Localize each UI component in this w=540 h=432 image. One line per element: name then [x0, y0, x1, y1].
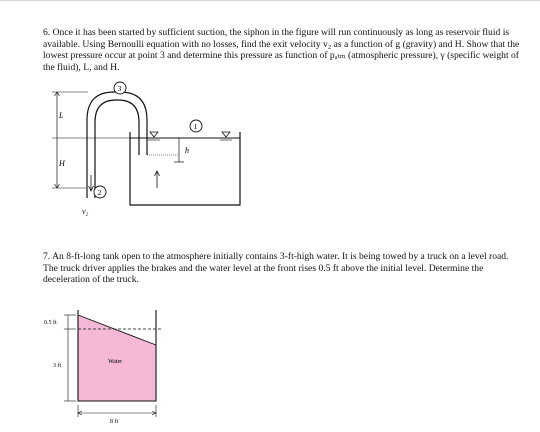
label-H: H: [59, 159, 65, 168]
water-region: [78, 315, 156, 401]
siphon-figure: [40, 80, 260, 220]
label-h: h: [185, 146, 189, 155]
siphon-tube-outer: [87, 92, 147, 198]
problem-6-body: Once it has been started by sufficient suction, the siphon in the figure will run continuously as long as reservoir fluid is available. Using Bernoulli equation with no losses, find the exit velocity v₂ as a function of g (gravity) and H. Show that the lowest pressure occur at point 3 and determine this pressure as function of pₐₜₘ (atmospheric pressure), γ (specific weight of the fluid), L, and H.: [43, 27, 520, 73]
point-2-label: 2: [97, 188, 102, 197]
problem-6-number: 6.: [43, 27, 51, 38]
height-label: 3 ft: [53, 363, 62, 369]
surface-marker-right: [222, 132, 230, 137]
problem-7-text: [43, 251, 523, 286]
water-label: Water: [108, 359, 123, 365]
point-1-label: 1: [193, 122, 198, 131]
page-edge: [0, 0, 540, 1]
siphon-tube-inner: [95, 100, 139, 198]
rise-label: 0.5 ft: [44, 320, 57, 326]
surface-marker-left: [150, 132, 158, 137]
length-label: 8 ft: [110, 419, 119, 425]
tank-figure: [40, 305, 190, 427]
problem-7-number: 7.: [43, 251, 51, 262]
problem-7-body: An 8-ft-long tank open to the atmosphere initially contains 3-ft-high water. It is being towed by a truck on a level road. The truck driver applies the brakes and the water level at the front rises 0.5 ft above the initial level. Determine the deceleration of the truck.: [43, 251, 509, 286]
label-L: L: [59, 111, 64, 120]
problem-6-text: [43, 27, 523, 73]
point-3-label: 3: [117, 84, 122, 93]
label-v2: v₂: [82, 207, 89, 216]
